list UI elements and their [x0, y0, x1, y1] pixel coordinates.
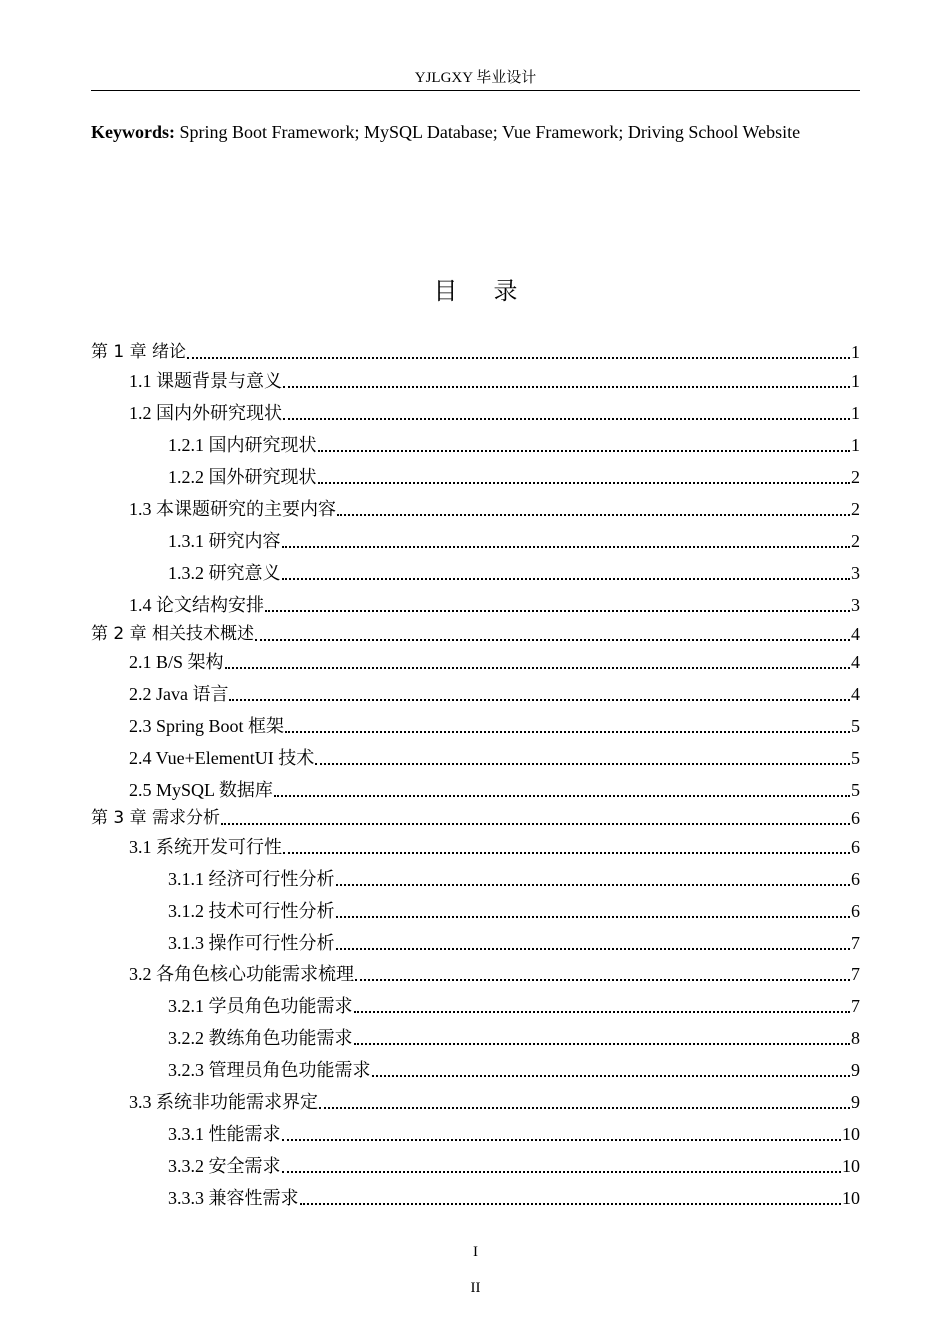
toc-leader-dots [283, 418, 850, 420]
toc-entry-label: 2.1 B/S 架构 [129, 652, 224, 672]
toc-entry[interactable] [129, 365, 860, 393]
toc-leader-dots [274, 795, 850, 797]
toc-title-char-1: 目 [433, 277, 458, 305]
toc-entry[interactable] [168, 1022, 860, 1050]
toc-leader-dots [225, 667, 850, 669]
toc-entry[interactable] [91, 336, 860, 364]
toc-entry[interactable] [168, 1182, 860, 1210]
toc-leader-dots [255, 639, 850, 641]
toc-leader-dots [300, 1203, 842, 1205]
toc-entry[interactable] [168, 927, 860, 955]
toc-entry-label: 1.2.2 国外研究现状 [168, 467, 317, 487]
toc-entry[interactable] [168, 429, 860, 457]
toc-entry-page: 2 [851, 531, 860, 551]
toc-leader-dots [355, 979, 850, 981]
toc-leader-dots [187, 357, 850, 359]
toc-entry[interactable] [91, 802, 860, 830]
toc-entry-label: 第 1 章 绪论 [91, 342, 187, 362]
toc-entry-label: 3.1.1 经济可行性分析 [168, 869, 335, 889]
toc-entry-page: 10 [842, 1124, 860, 1144]
toc-entry[interactable] [168, 895, 860, 923]
toc-leader-dots [283, 852, 850, 854]
toc-leader-dots [283, 386, 850, 388]
toc-entry[interactable] [168, 1150, 860, 1178]
toc-leader-dots [336, 948, 851, 950]
toc-entry-label: 第 2 章 相关技术概述 [91, 624, 255, 644]
header-rule [91, 90, 860, 91]
toc-entry-page: 5 [851, 716, 860, 736]
toc-entry-page: 6 [851, 869, 860, 889]
toc-leader-dots [285, 731, 850, 733]
toc-entry-page: 10 [842, 1188, 860, 1208]
toc-entry[interactable] [168, 525, 860, 553]
toc-entry[interactable] [129, 646, 860, 674]
toc-entry[interactable] [129, 742, 860, 770]
toc-entry[interactable] [129, 678, 860, 706]
toc-entry-page: 3 [851, 563, 860, 583]
toc-entry-label: 第 3 章 需求分析 [91, 808, 221, 828]
toc-leader-dots [336, 884, 851, 886]
toc-entry-label: 2.4 Vue+ElementUI 技术 [129, 748, 315, 768]
toc-entry[interactable] [168, 461, 860, 489]
toc-leader-dots [337, 514, 850, 516]
toc-entry-label: 3.3.1 性能需求 [168, 1124, 281, 1144]
toc-entry[interactable] [129, 1086, 860, 1114]
toc-entry[interactable] [168, 1118, 860, 1146]
toc-entry-label: 3.2 各角色核心功能需求梳理 [129, 964, 354, 984]
toc-entry[interactable] [129, 397, 860, 425]
toc-entry-label: 2.5 MySQL 数据库 [129, 780, 273, 800]
toc-entry-page: 2 [851, 499, 860, 519]
toc-entry[interactable] [168, 990, 860, 1018]
toc-entry-label: 3.1 系统开发可行性 [129, 837, 282, 857]
toc-entry[interactable] [129, 710, 860, 738]
toc-entry-page: 1 [851, 435, 860, 455]
toc-leader-dots [354, 1043, 851, 1045]
toc-entry-page: 6 [851, 837, 860, 857]
toc-entry-page: 6 [851, 808, 860, 828]
toc-entry-label: 1.3.1 研究内容 [168, 531, 281, 551]
toc-entry-label: 2.2 Java 语言 [129, 684, 229, 704]
toc-entry[interactable] [168, 1054, 860, 1082]
toc-entry-label: 3.2.3 管理员角色功能需求 [168, 1060, 371, 1080]
toc-entry[interactable] [91, 618, 860, 646]
toc-entry-page: 2 [851, 467, 860, 487]
keywords-label: Keywords: [91, 122, 175, 142]
toc-entry-page: 4 [851, 624, 860, 644]
toc-entry-label: 1.4 论文结构安排 [129, 595, 264, 615]
toc-entry-page: 7 [851, 996, 860, 1016]
toc-entry-page: 8 [851, 1028, 860, 1048]
toc-leader-dots [282, 1171, 842, 1173]
toc-title [91, 274, 860, 308]
toc-leader-dots [265, 610, 850, 612]
toc-entry-page: 9 [851, 1060, 860, 1080]
toc-leader-dots [282, 578, 851, 580]
toc-entry-page: 7 [851, 964, 860, 984]
toc-entry-page: 5 [851, 780, 860, 800]
toc-entry-page: 1 [851, 342, 860, 362]
toc-entry-page: 9 [851, 1092, 860, 1112]
toc-leader-dots [319, 1107, 850, 1109]
toc-entry-page: 4 [851, 652, 860, 672]
toc-entry[interactable] [129, 831, 860, 859]
toc-entry-label: 3.3 系统非功能需求界定 [129, 1092, 318, 1112]
keywords-paragraph [91, 116, 860, 148]
toc-entry-label: 1.1 课题背景与意义 [129, 371, 282, 391]
toc-entry-label: 3.3.2 安全需求 [168, 1156, 281, 1176]
toc-entry-label: 3.3.3 兼容性需求 [168, 1188, 299, 1208]
toc-leader-dots [372, 1075, 851, 1077]
toc-leader-dots [318, 450, 851, 452]
toc-entry-page: 4 [851, 684, 860, 704]
toc-leader-dots [221, 823, 850, 825]
toc-entry-label: 1.2.1 国内研究现状 [168, 435, 317, 455]
toc-entry-label: 3.1.3 操作可行性分析 [168, 933, 335, 953]
toc-entry-page: 5 [851, 748, 860, 768]
toc-entry-page: 6 [851, 901, 860, 921]
toc-leader-dots [318, 482, 851, 484]
toc-entry-page: 1 [851, 403, 860, 423]
toc-leader-dots [282, 1139, 842, 1141]
toc-entry-page: 1 [851, 371, 860, 391]
toc-entry-label: 1.3 本课题研究的主要内容 [129, 499, 336, 519]
toc-leader-dots [315, 763, 850, 765]
keywords-text: Spring Boot Framework; MySQL Database; Vue Framework; Driving School Website [179, 122, 801, 142]
toc-leader-dots [282, 546, 851, 548]
toc-leader-dots [229, 699, 850, 701]
toc-entry-label: 3.2.2 教练角色功能需求 [168, 1028, 353, 1048]
page-header: YJLGXY 毕业设计 [414, 70, 537, 86]
toc-leader-dots [336, 916, 851, 918]
page-number: I [473, 1244, 478, 1260]
toc-entry-label: 3.2.1 学员角色功能需求 [168, 996, 353, 1016]
toc-entry-page: 7 [851, 933, 860, 953]
toc-entry[interactable] [129, 958, 860, 986]
toc-entry-page: 10 [842, 1156, 860, 1176]
toc-entry[interactable] [129, 774, 860, 802]
toc-entry-label: 3.1.2 技术可行性分析 [168, 901, 335, 921]
toc-entry-label: 1.3.2 研究意义 [168, 563, 281, 583]
toc-title-char-2: 录 [493, 277, 518, 305]
page-number-next: II [470, 1280, 481, 1296]
toc-entry-label: 2.3 Spring Boot 框架 [129, 716, 285, 736]
toc-entry[interactable] [129, 589, 860, 617]
toc-entry[interactable] [168, 863, 860, 891]
toc-leader-dots [354, 1011, 851, 1013]
toc-entry-label: 1.2 国内外研究现状 [129, 403, 282, 423]
toc-entry[interactable] [168, 557, 860, 585]
toc-entry[interactable] [129, 493, 860, 521]
toc-entry-page: 3 [851, 595, 860, 615]
